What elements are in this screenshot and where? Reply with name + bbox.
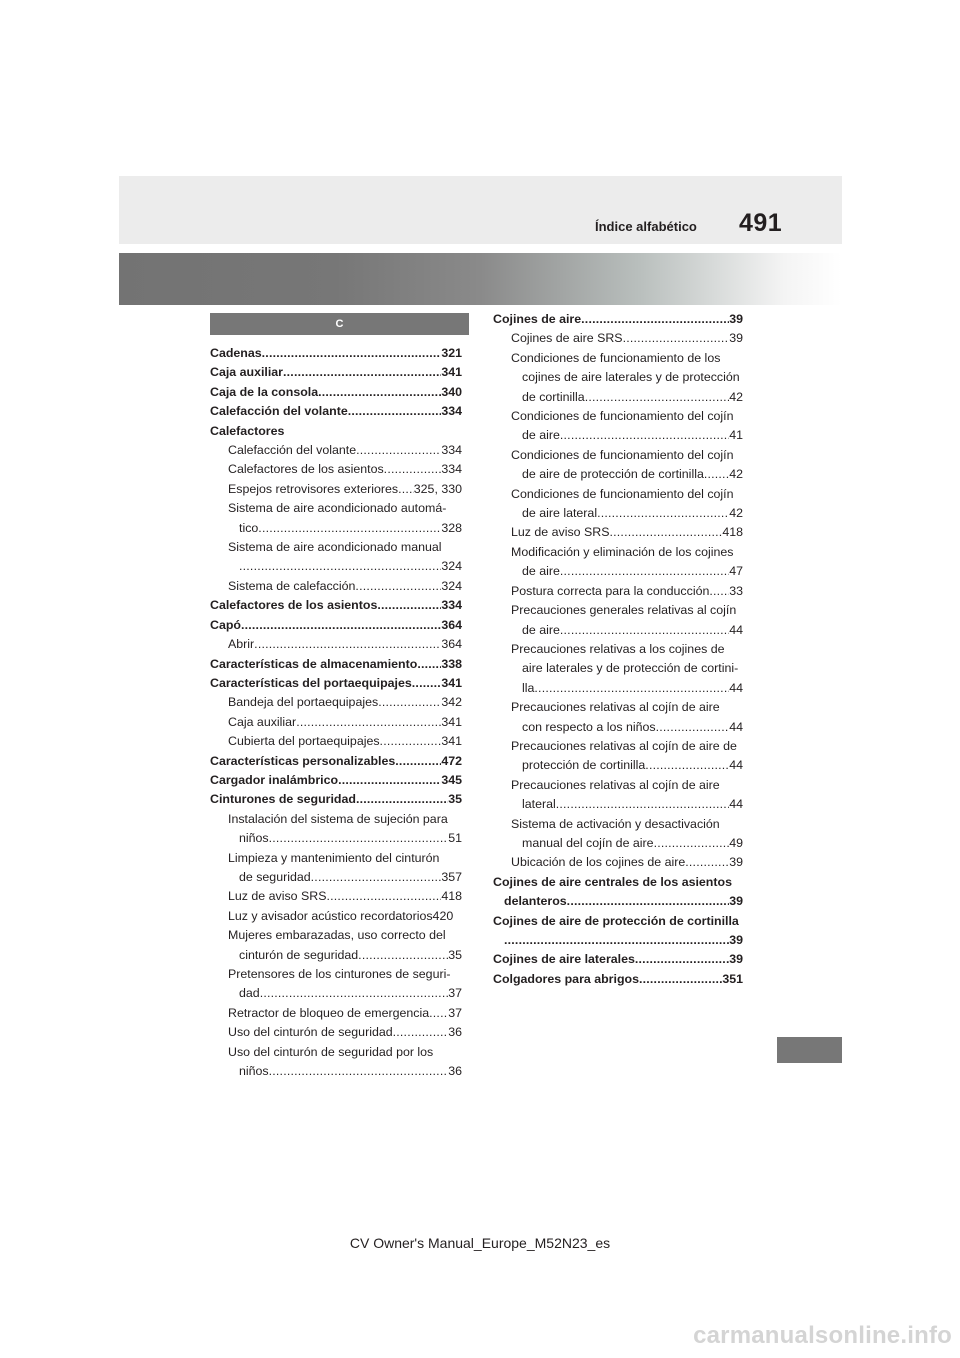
index-entry (210, 829, 462, 848)
index-entry-text: Mujeres embarazadas, uso correcto del (228, 928, 446, 943)
index-entry (493, 718, 743, 737)
index-entry-text: de aire de protección de cortinilla (522, 467, 704, 482)
index-entry (210, 577, 462, 596)
dot-leader (504, 931, 729, 950)
index-entry-page: 44 (729, 622, 743, 637)
index-entry (493, 310, 743, 329)
index-entry-page: 328 (441, 520, 462, 535)
dot-leader (318, 383, 441, 402)
index-entry-text: Uso del cinturón de seguridad (228, 1025, 393, 1040)
dot-leader (269, 1062, 449, 1081)
index-entry-text: aire laterales y de protección de cortini- (522, 661, 739, 676)
index-entry-text: Luz y avisador acústico recordatorios (228, 908, 433, 923)
index-entry-text: de aire (522, 622, 560, 637)
index-entry-text: Cojines de aire de protección de cortinilla (493, 913, 739, 928)
index-entry (493, 698, 743, 717)
index-entry (210, 810, 462, 829)
index-entry (493, 892, 743, 911)
index-entry (210, 849, 462, 868)
dot-leader (610, 523, 723, 542)
dot-leader (395, 752, 441, 771)
index-entry (493, 931, 743, 950)
index-entry-text: Precauciones relativas al cojín de aire de (511, 738, 737, 753)
dot-leader (560, 621, 729, 640)
dot-leader (283, 363, 441, 382)
index-entry (493, 621, 743, 640)
header-band (119, 176, 842, 244)
index-column-left (210, 344, 462, 1081)
dot-leader (377, 596, 441, 615)
index-entry-text: cojines de aire laterales y de protección (522, 370, 740, 385)
index-entry-text: Postura correcta para la conducción (511, 583, 710, 598)
index-entry (493, 970, 743, 989)
dot-leader (327, 887, 442, 906)
dot-leader (635, 950, 729, 969)
index-entry (493, 659, 743, 678)
index-entry (210, 693, 462, 712)
index-entry-text: Precauciones relativas al cojín de aire (511, 777, 720, 792)
index-entry-page: 37 (448, 1005, 462, 1020)
index-entry (210, 519, 462, 538)
index-entry-text: Características personalizables (210, 753, 396, 768)
dot-leader (384, 460, 442, 479)
index-entry-text: Cojines de aire SRS (511, 331, 623, 346)
thumb-index-tab (777, 1037, 842, 1063)
index-entry-text: Cojines de aire (493, 312, 582, 326)
index-entry-page: 342 (441, 695, 462, 710)
index-entry-text: Cojines de aire laterales (493, 952, 635, 967)
dot-leader (560, 562, 729, 581)
dot-leader (378, 693, 441, 712)
index-entry (210, 441, 462, 460)
index-entry-text: Sistema de calefacción (228, 578, 356, 593)
index-entry (493, 523, 743, 542)
footer-text: CV Owner's Manual_Europe_M52N23_es (349, 1235, 611, 1251)
index-entry-text: Condiciones de funcionamiento del cojín (511, 447, 734, 462)
index-entry (210, 635, 462, 654)
index-entry-text: Ubicación de los cojines de aire (511, 855, 686, 870)
index-entry-page: 42 (729, 506, 743, 521)
index-entry (210, 984, 462, 1003)
index-entry (493, 426, 743, 445)
index-entry-text: Espejos retrovisores exteriores (228, 481, 399, 496)
index-entry-text: niños (239, 831, 269, 846)
decorative-gradient-bar (119, 253, 842, 305)
index-entry-text: Sistema de activación y desactivación (511, 816, 720, 831)
index-entry (493, 737, 743, 756)
index-entry (493, 485, 743, 504)
dot-leader (685, 853, 729, 872)
index-entry (493, 834, 743, 853)
index-entry-text: niños (239, 1064, 269, 1079)
index-entry (210, 499, 462, 518)
index-entry-page: 418 (441, 889, 462, 904)
dot-leader (597, 504, 729, 523)
index-entry-text: Instalación del sistema de sujeción para (228, 811, 448, 826)
index-entry-text: Luz de aviso SRS (511, 525, 610, 540)
index-entry (210, 1023, 462, 1042)
dot-leader (356, 441, 441, 460)
index-entry-text: Condiciones de funcionamiento del cojín (511, 409, 734, 424)
index-entry-text: protección de cortinilla (522, 758, 646, 773)
index-entry-text: Retractor de bloqueo de emergencia (228, 1005, 430, 1020)
dot-leader (338, 771, 441, 790)
dot-leader (356, 790, 448, 809)
index-entry-page: 44 (729, 680, 743, 695)
index-entry-text: Cargador inalámbrico (210, 772, 339, 787)
index-entry-page: 345 (441, 772, 462, 787)
index-entry-text: Caja auxiliar (210, 365, 284, 380)
index-entry-text: cinturón de seguridad (239, 947, 359, 962)
index-entry-page: 35 (448, 947, 462, 962)
index-entry (493, 446, 743, 465)
index-entry-text: Calefacción del volante (210, 404, 348, 419)
index-entry-page: 47 (729, 564, 743, 579)
index-entry (210, 1004, 462, 1023)
index-entry (210, 887, 462, 906)
dot-leader (623, 329, 730, 348)
dot-leader (260, 984, 449, 1003)
index-entry-text: Caja de la consola (210, 384, 319, 399)
index-entry (210, 655, 462, 674)
index-entry (210, 790, 462, 809)
index-entry (210, 713, 462, 732)
dot-leader (656, 718, 730, 737)
dot-leader (704, 465, 729, 484)
index-entry (493, 950, 743, 969)
index-entry-text: Cojines de aire centrales de los asientos (493, 874, 732, 889)
index-entry-page: 321 (441, 346, 462, 360)
index-entry-text: tico (239, 520, 259, 535)
index-entry-page: 42 (729, 389, 743, 404)
index-entry (210, 557, 462, 576)
index-entry-text: Abrir (228, 637, 255, 652)
index-entry (210, 363, 462, 382)
index-entry (210, 422, 462, 441)
index-entry (493, 795, 743, 814)
index-entry (210, 946, 462, 965)
index-entry-text: Cinturones de seguridad (210, 792, 356, 807)
dot-leader (254, 635, 441, 654)
index-column-right (493, 310, 743, 989)
index-entry-page: 341 (441, 365, 462, 380)
index-entry (493, 349, 743, 368)
index-entry (210, 868, 462, 887)
index-entry (493, 601, 743, 620)
dot-leader (585, 388, 730, 407)
index-entry (493, 640, 743, 659)
index-entry-page: 340 (441, 384, 462, 399)
dot-leader (355, 577, 441, 596)
index-entry-text: lateral (522, 797, 556, 812)
index-entry (493, 407, 743, 426)
index-entry-page: 420 (432, 908, 454, 923)
index-entry-text: de aire lateral (522, 506, 598, 521)
index-entry (493, 853, 743, 872)
index-entry-page: 39 (729, 952, 743, 967)
index-entry-page: 36 (448, 1025, 462, 1040)
index-entry-text: con respecto a los niños (522, 719, 656, 734)
index-entry-text: Modificación y eliminación de los cojines (511, 544, 734, 559)
index-entry-page: 49 (729, 835, 743, 850)
section-title: Índice alfabético (595, 219, 697, 234)
index-entry-page: 324 (441, 559, 462, 574)
index-entry-text: Condiciones de funcionamiento de los (511, 350, 721, 365)
index-entry (493, 756, 743, 775)
index-entry-page: 334 (441, 443, 462, 458)
index-entry-page: 36 (448, 1064, 462, 1079)
index-entry-text: Cadenas (210, 346, 262, 360)
dot-leader (645, 756, 729, 775)
dot-leader (412, 674, 442, 693)
index-entry (210, 402, 462, 421)
index-entry-page: 357 (441, 869, 462, 884)
index-entry-text: Capó (210, 617, 241, 632)
dot-leader (556, 795, 729, 814)
index-entry-text: de seguridad (239, 869, 311, 884)
index-entry (210, 460, 462, 479)
index-entry-text: Colgadores para abrigos (493, 971, 639, 986)
index-entry-page: 42 (729, 467, 743, 482)
index-entry-text: delanteros (504, 894, 567, 909)
index-entry-page: 418 (722, 525, 743, 540)
index-entry-page: 325, 330 (413, 481, 462, 496)
index-entry-page: 51 (448, 831, 462, 846)
index-entry (210, 771, 462, 790)
dot-leader (429, 1004, 448, 1023)
index-entry-page: 33 (729, 583, 743, 598)
index-entry (493, 368, 743, 387)
index-entry-page: 39 (729, 933, 743, 947)
dot-leader (709, 582, 729, 601)
index-entry-text: Sistema de aire acondicionado automá- (228, 501, 447, 516)
index-entry-text: Calefactores (210, 423, 285, 438)
index-entry (210, 926, 462, 945)
index-entry (210, 480, 462, 499)
index-entry (493, 912, 743, 931)
index-entry-text: Limpieza y mantenimiento del cinturón (228, 850, 440, 865)
index-entry-page: 341 (441, 714, 462, 729)
index-entry-text: Uso del cinturón de seguridad por los (228, 1044, 434, 1059)
index-entry-page: 35 (448, 792, 462, 807)
index-entry-text: lla (522, 680, 535, 695)
index-entry (493, 776, 743, 795)
dot-leader (417, 655, 441, 674)
index-entry (493, 504, 743, 523)
dot-leader (311, 868, 442, 887)
index-entry-page: 44 (729, 758, 743, 773)
index-entry-text: Calefactores de los asientos (210, 598, 378, 613)
index-entry-page: 37 (448, 986, 462, 1001)
index-entry-text: dad (239, 986, 260, 1001)
index-entry-text: Características del portaequipajes (210, 675, 412, 690)
index-entry-page: 334 (441, 404, 462, 419)
dot-leader (262, 344, 442, 363)
index-entry-page: 341 (441, 734, 462, 749)
index-entry (210, 1043, 462, 1062)
index-entry-text: Calefactores de los asientos (228, 462, 384, 477)
dot-leader (269, 829, 449, 848)
section-letter-band (210, 313, 469, 335)
index-entry-page: 351 (722, 971, 743, 986)
index-entry (210, 344, 462, 363)
dot-leader (567, 892, 730, 911)
dot-leader (239, 557, 441, 576)
index-entry-text: Caja auxiliar (228, 714, 297, 729)
index-entry-page: 334 (441, 598, 462, 613)
dot-leader (258, 519, 441, 538)
index-entry-page: 44 (729, 797, 743, 812)
index-entry-text: Precauciones generales relativas al cojín (511, 603, 737, 618)
dot-leader (639, 970, 722, 989)
index-entry-text: Cubierta del portaequipajes (228, 734, 380, 749)
index-entry (493, 815, 743, 834)
index-entry (493, 543, 743, 562)
index-entry-page: 39 (729, 894, 743, 909)
dot-leader (654, 834, 730, 853)
index-entry (493, 679, 743, 698)
index-entry-text: manual del cojín de aire (522, 835, 654, 850)
index-entry (210, 907, 462, 926)
index-entry-page: 39 (729, 312, 743, 326)
index-entry-text: Pretensores de los cinturones de seguri- (228, 967, 451, 981)
index-entry-page: 39 (729, 331, 743, 346)
section-letter: C (335, 318, 344, 330)
index-entry-text: Sistema de aire acondicionado manual (228, 540, 442, 555)
index-entry (493, 329, 743, 348)
index-entry-page: 341 (441, 675, 462, 690)
index-entry-text: Condiciones de funcionamiento del cojín (511, 486, 734, 501)
index-entry-page: 44 (729, 719, 743, 734)
index-entry-page: 41 (729, 428, 743, 443)
index-entry (210, 674, 462, 693)
index-entry-text: Características de almacenamiento (210, 656, 418, 671)
index-entry-page: 324 (441, 578, 462, 593)
index-entry-page: 39 (729, 855, 743, 870)
index-entry-text: Bandeja del portaequipajes (228, 695, 379, 710)
index-entry (493, 582, 743, 601)
index-entry (493, 562, 743, 581)
watermark: carmanualsonline.info (693, 1322, 952, 1349)
index-entry (210, 1062, 462, 1081)
index-entry (210, 383, 462, 402)
dot-leader (241, 616, 441, 635)
index-entry-text: Precauciones relativas a los cojines de (511, 641, 725, 656)
index-entry-text: Precauciones relativas al cojín de aire (511, 700, 720, 715)
index-entry-page: 338 (441, 656, 462, 671)
dot-leader (560, 426, 729, 445)
dot-leader (393, 1023, 449, 1042)
dot-leader (358, 946, 448, 965)
index-entry (210, 538, 462, 557)
index-entry (493, 388, 743, 407)
dot-leader (348, 402, 442, 421)
index-entry-text: Luz de aviso SRS (228, 889, 327, 904)
dot-leader (380, 732, 442, 751)
index-entry (493, 873, 743, 892)
page-number: 491 (739, 209, 783, 237)
dot-leader (398, 480, 414, 499)
index-entry-page: 334 (441, 462, 462, 477)
index-entry (493, 465, 743, 484)
index-entry (210, 616, 462, 635)
index-entry-text: Calefacción del volante (228, 443, 357, 458)
index-entry-page: 364 (441, 637, 462, 652)
index-entry (210, 596, 462, 615)
index-entry-text: de cortinilla (522, 389, 585, 404)
dot-leader (534, 679, 729, 698)
index-entry (210, 732, 462, 751)
index-entry-page: 472 (441, 753, 462, 768)
index-entry (210, 965, 462, 984)
index-entry (210, 752, 462, 771)
dot-leader (296, 713, 441, 732)
index-entry-text: de aire (522, 564, 560, 579)
dot-leader (581, 310, 729, 329)
index-entry-page: 364 (441, 617, 462, 632)
index-entry-text: de aire (522, 428, 560, 443)
